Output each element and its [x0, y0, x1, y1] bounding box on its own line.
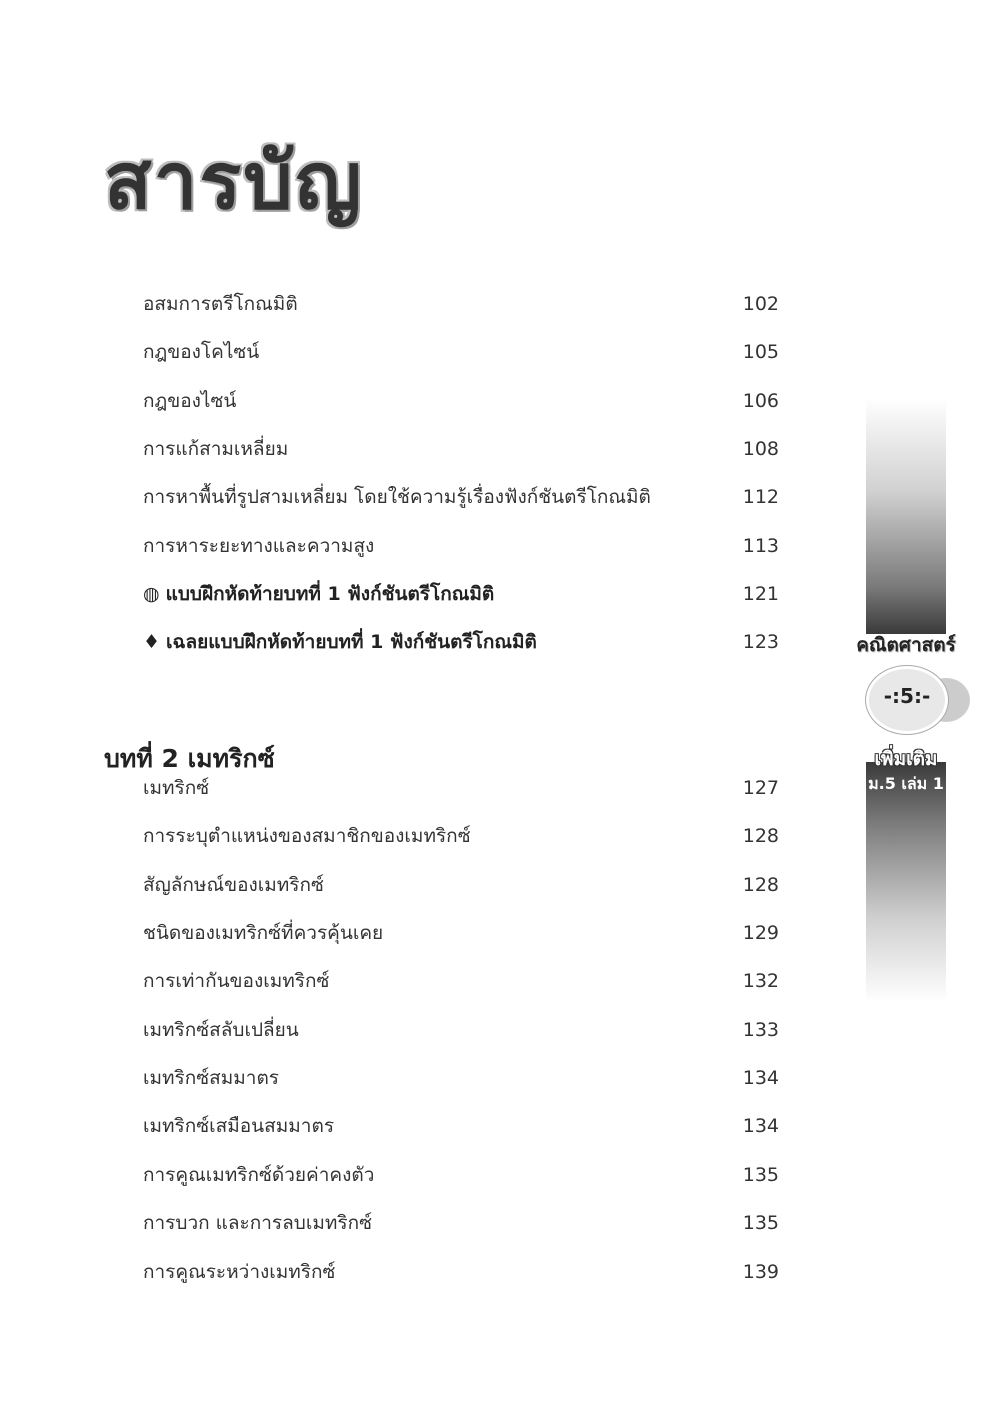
toc-entry[interactable]	[143, 1157, 779, 1193]
toc-entry[interactable]	[143, 915, 779, 951]
toc-entry-title: การแก้สามเหลี่ยม	[143, 438, 289, 460]
toc-entry-page: 139	[742, 1261, 779, 1283]
toc-entry[interactable]	[143, 818, 779, 854]
side-tab-gradient-bottom	[866, 762, 946, 1002]
toc-entry-title: การหาพื้นที่รูปสามเหลี่ยม โดยใช้ความรู้เรื่องฟังก์ชันตรีโกณมิติ	[143, 486, 651, 508]
toc-entry[interactable]	[143, 963, 779, 999]
toc-entry-title: กฎของโคไซน์	[143, 341, 260, 363]
toc-entry-title: การเท่ากันของเมทริกซ์	[143, 970, 330, 992]
diamond-bullet-icon: ♦	[143, 631, 161, 653]
page-number: -:5:-	[883, 684, 931, 708]
side-tab-extra: เพิ่มเติม	[874, 748, 938, 770]
toc-entry[interactable]	[143, 1108, 779, 1144]
toc-entry-title	[143, 576, 494, 612]
toc-entry-page: 113	[742, 535, 779, 557]
toc-entry[interactable]	[143, 1060, 779, 1096]
toc-entry-answers[interactable]	[143, 624, 779, 660]
toc-entry[interactable]	[143, 431, 779, 467]
toc-entry-title: เมทริกซ์	[143, 777, 210, 799]
toc-entry-title: การคูณระหว่างเมทริกซ์	[143, 1261, 336, 1283]
toc-entry[interactable]	[143, 1254, 779, 1290]
toc-entry-page: 102	[742, 293, 779, 315]
toc-entry[interactable]	[143, 383, 779, 419]
toc-entry-title: สัญลักษณ์ของเมทริกซ์	[143, 874, 324, 896]
toc-entry-label: แบบฝึกหัดท้ายบทที่ 1 ฟังก์ชันตรีโกณมิติ	[165, 583, 495, 605]
toc-entry[interactable]	[143, 286, 779, 322]
toc-entry-exercise[interactable]	[143, 576, 779, 612]
toc-entry-page: 135	[742, 1212, 779, 1234]
page-title: สารบัญ	[104, 137, 364, 228]
toc-entry-title: อสมการตรีโกณมิติ	[143, 293, 298, 315]
toc-entry[interactable]	[143, 1205, 779, 1241]
toc-entry-page: 108	[742, 438, 779, 460]
circle-bullet-icon: ◍	[143, 583, 160, 605]
toc-entry-title: กฎของไซน์	[143, 390, 237, 412]
toc-entry[interactable]	[143, 479, 779, 515]
toc-entry-label: เฉลยแบบฝึกหัดท้ายบทที่ 1 ฟังก์ชันตรีโกณมิติ	[166, 631, 537, 653]
toc-entry[interactable]	[143, 334, 779, 370]
toc-entry-title: การคูณเมทริกซ์ด้วยค่าคงตัว	[143, 1164, 375, 1186]
side-tab-grade: ม.5 เล่ม 1	[868, 774, 944, 793]
toc-entry-page: 123	[742, 631, 779, 653]
toc-entry-page: 112	[742, 486, 779, 508]
toc-entry-page: 134	[742, 1067, 779, 1089]
toc-entry-title: ชนิดของเมทริกซ์ที่ควรคุ้นเคย	[143, 922, 384, 944]
side-tab-gradient-top	[866, 398, 946, 634]
toc-entry-title: เมทริกซ์เสมือนสมมาตร	[143, 1115, 335, 1137]
toc-entry-page: 127	[742, 777, 779, 799]
toc-entry-page: 133	[742, 1019, 779, 1041]
toc-entry-page: 106	[742, 390, 779, 412]
toc-entry-page: 132	[742, 970, 779, 992]
chapter-heading[interactable]: บทที่ 2 เมทริกซ์	[104, 743, 275, 773]
toc-entry[interactable]	[143, 528, 779, 564]
side-tab-subject: คณิตศาสตร์	[856, 634, 956, 656]
toc-entry-page: 128	[742, 874, 779, 896]
toc-entry[interactable]	[143, 867, 779, 903]
toc-entry-page: 105	[742, 341, 779, 363]
toc-entry-title: การบวก และการลบเมทริกซ์	[143, 1212, 372, 1234]
toc-entry-title: การระบุตำแหน่งของสมาชิกของเมทริกซ์	[143, 825, 471, 847]
toc-entry-title: เมทริกซ์สลับเปลี่ยน	[143, 1019, 299, 1041]
toc-entry-title: การหาระยะทางและความสูง	[143, 535, 375, 557]
toc-entry-page: 121	[742, 583, 779, 605]
toc-entry-page: 135	[742, 1164, 779, 1186]
toc-entry-page: 134	[742, 1115, 779, 1137]
toc-entry-title	[143, 624, 537, 660]
toc-entry[interactable]	[143, 1012, 779, 1048]
toc-entry-page: 128	[742, 825, 779, 847]
toc-entry-title: เมทริกซ์สมมาตร	[143, 1067, 280, 1089]
toc-entry-page: 129	[742, 922, 779, 944]
